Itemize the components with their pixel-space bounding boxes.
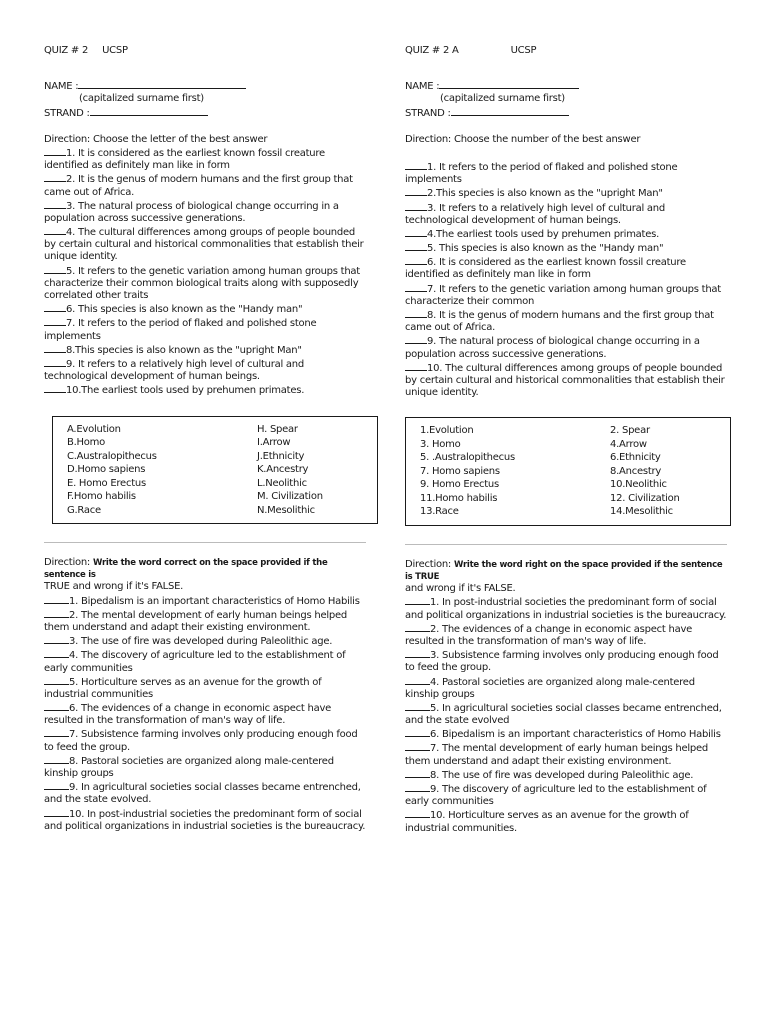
strand-label: STRAND : bbox=[44, 107, 90, 119]
quiz-title: QUIZ # 2 A bbox=[405, 45, 459, 56]
question-item: 2. It is the genus of modern humans and the first group that came out of Africa. bbox=[44, 174, 353, 198]
answer-blank[interactable] bbox=[44, 608, 69, 618]
answer-blank[interactable] bbox=[405, 701, 430, 711]
section-divider bbox=[44, 542, 366, 543]
statement-item: 5. Horticulture serves as an avenue for the growth of industrial communities bbox=[44, 676, 322, 700]
choice-item: K.Ancestry bbox=[257, 464, 309, 475]
student-info bbox=[44, 79, 366, 120]
strand-field[interactable] bbox=[451, 106, 569, 116]
answer-blank[interactable] bbox=[405, 595, 430, 605]
question-item: 7. It refers to the genetic variation among human groups that characterize their common bbox=[405, 283, 721, 307]
answer-blank[interactable] bbox=[44, 225, 66, 235]
statement-item: 3. The use of fire was developed during Paleolithic age. bbox=[44, 634, 366, 648]
statement-item: 2. The mental development of early human beings helped them understand and adapt their existing environment. bbox=[44, 609, 347, 633]
answer-blank[interactable] bbox=[44, 172, 66, 182]
answer-blank[interactable] bbox=[44, 807, 69, 817]
choice-item: F.Homo habilis bbox=[67, 491, 136, 502]
quiz-subject: UCSP bbox=[510, 45, 537, 56]
question-item: 7. It refers to the period of flaked and polished stone implements bbox=[44, 318, 317, 342]
statement-item: 3. Subsistence farming involves only producing enough food to feed the group. bbox=[405, 650, 719, 674]
answer-blank[interactable] bbox=[44, 302, 66, 312]
answer-blank[interactable] bbox=[44, 357, 66, 367]
statement-item: 6. The evidences of a change in economic aspect have resulted in the transformation of man's way of life. bbox=[44, 703, 332, 727]
answer-blank[interactable] bbox=[405, 160, 427, 170]
answer-blank[interactable] bbox=[44, 199, 66, 209]
quiz-subject: UCSP bbox=[102, 45, 128, 56]
quiz-header bbox=[44, 45, 366, 57]
answer-choices-box bbox=[52, 416, 378, 525]
choice-item: H. Spear bbox=[257, 423, 298, 435]
choice-item: L.Neolithic bbox=[257, 477, 307, 489]
answer-blank[interactable] bbox=[44, 264, 66, 274]
question-item: 4. The cultural differences among groups of people bounded by certain cultural and historical commonalities that establish their unique identity. bbox=[44, 227, 364, 263]
multiple-choice-list bbox=[44, 146, 366, 398]
direction-true-false: Direction: Write the word right on the space provided if the sentence is TRUE and wrong if it's FALSE. bbox=[405, 558, 723, 595]
choice-item: A.Evolution bbox=[67, 423, 121, 435]
answer-blank[interactable] bbox=[44, 316, 66, 326]
choices-column-1 bbox=[67, 423, 217, 518]
true-false-list bbox=[44, 594, 366, 833]
statement-item: 2. The evidences of a change in economic aspect have resulted in the transformation of man's way of life. bbox=[405, 623, 693, 647]
answer-blank[interactable] bbox=[405, 675, 430, 685]
name-field[interactable] bbox=[78, 79, 246, 89]
quiz-title: QUIZ # 2 bbox=[44, 45, 89, 56]
answer-blank[interactable] bbox=[44, 634, 69, 644]
strand-label: STRAND : bbox=[405, 107, 451, 119]
answer-blank[interactable] bbox=[405, 186, 427, 196]
statement-item: 4. Pastoral societies are organized along male-centered kinship groups bbox=[405, 676, 695, 700]
answer-blank[interactable] bbox=[405, 308, 427, 318]
statement-item: 7. Subsistence farming involves only producing enough food to feed the group. bbox=[44, 729, 358, 753]
question-item: 1. It refers to the period of flaked and polished stone implements bbox=[405, 161, 678, 186]
direction-true-false: Direction: Write the word correct on the space provided if the sentence is TRUE and wrong if it's FALSE. bbox=[44, 557, 328, 593]
choice-item: 10.Neolithic bbox=[610, 479, 667, 491]
statement-item: 6. Bipedalism is an important characteristics of Homo Habilis bbox=[405, 727, 727, 741]
question-item: 9. The natural process of biological change occurring in a population across successive generations. bbox=[405, 336, 700, 360]
direction-multiple-choice: Direction: Choose the letter of the best answer bbox=[44, 133, 268, 145]
choice-item: 7. Homo sapiens bbox=[420, 465, 500, 477]
statement-item: 9. In agricultural societies social classes became entrenched, and the state evolved. bbox=[44, 782, 361, 806]
choice-item: C.Australopithecus bbox=[67, 450, 157, 462]
answer-choices-box bbox=[405, 417, 731, 526]
question-item: 5. It refers to the genetic variation among human groups that characterize their common biological traits along with supposedly correlated other traits bbox=[44, 265, 360, 301]
answer-blank[interactable] bbox=[405, 808, 430, 818]
answer-blank[interactable] bbox=[44, 343, 66, 353]
choice-item: 8.Ancestry bbox=[610, 465, 662, 477]
answer-blank[interactable] bbox=[405, 622, 430, 632]
answer-blank[interactable] bbox=[405, 768, 430, 778]
answer-blank[interactable] bbox=[405, 782, 430, 792]
answer-blank[interactable] bbox=[405, 282, 427, 292]
choice-item: J.Ethnicity bbox=[257, 450, 305, 462]
answer-blank[interactable] bbox=[405, 241, 427, 251]
statement-item: 1. In post-industrial societies the predominant form of social and political organizations in industrial societies is the bureaucracy. bbox=[405, 597, 727, 621]
name-note: (capitalized surname first) bbox=[440, 93, 565, 105]
answer-blank[interactable] bbox=[405, 334, 427, 344]
choice-item: 5. .Australopithecus bbox=[420, 452, 515, 464]
quiz-header bbox=[405, 45, 727, 57]
statement-item: 10. Horticulture serves as an avenue for the growth of industrial communities. bbox=[405, 810, 689, 834]
choice-item: 12. Civilization bbox=[610, 492, 680, 504]
statement-item: 8. Pastoral societies are organized along male-centered kinship groups bbox=[44, 755, 334, 779]
question-item: 3. It refers to a relatively high level of cultural and technological development of human beings. bbox=[405, 202, 665, 226]
answer-blank[interactable] bbox=[44, 648, 69, 658]
choices-column-2 bbox=[570, 424, 720, 519]
name-note: (capitalized surname first) bbox=[79, 93, 204, 105]
student-info bbox=[405, 79, 727, 120]
name-label: NAME : bbox=[44, 81, 79, 93]
true-false-list bbox=[405, 595, 727, 834]
choice-item: I.Arrow bbox=[257, 437, 291, 448]
quiz-2a-column bbox=[405, 45, 727, 835]
statement-item: 5. In agricultural societies social classes became entrenched, and the state evolved bbox=[405, 702, 722, 727]
strand-field[interactable] bbox=[90, 106, 208, 116]
direction-multiple-choice: Direction: Choose the number of the best answer bbox=[405, 133, 641, 145]
statement-item: 1. Bipedalism is an important characteristics of Homo Habilis bbox=[44, 594, 366, 608]
answer-blank[interactable] bbox=[44, 146, 66, 156]
name-field[interactable] bbox=[439, 79, 579, 89]
choice-item: E. Homo Erectus bbox=[67, 477, 146, 489]
question-item: 5. This species is also known as the "Handy man" bbox=[405, 241, 727, 255]
answer-blank[interactable] bbox=[44, 594, 69, 604]
choices-column-2 bbox=[217, 423, 367, 518]
choice-item: 6.Ethnicity bbox=[610, 452, 661, 464]
answer-blank[interactable] bbox=[405, 727, 430, 737]
question-item: 3. The natural process of biological change occurring in a population across successive generations. bbox=[44, 200, 339, 224]
question-item: 4.The earliest tools used by prehumen primates. bbox=[405, 227, 727, 241]
section-divider bbox=[405, 544, 727, 545]
choice-item: 13.Race bbox=[420, 506, 459, 518]
choice-item: 1.Evolution bbox=[420, 425, 474, 437]
statement-item: 4. The discovery of agriculture led to the establishment of early communities bbox=[44, 650, 346, 674]
answer-blank[interactable] bbox=[44, 701, 69, 711]
multiple-choice-list bbox=[405, 160, 727, 399]
answer-blank[interactable] bbox=[44, 727, 69, 737]
question-item: 1. It is considered as the earliest known fossil creature identified as definitely man like in form bbox=[44, 147, 325, 172]
choice-item: 2. Spear bbox=[610, 425, 650, 437]
question-item: 10. The cultural differences among groups of people bounded by certain cultural and historical commonalities that establish their unique identity. bbox=[405, 362, 725, 399]
question-item: 2.This species is also known as the "upright Man" bbox=[405, 186, 727, 200]
answer-blank[interactable] bbox=[405, 648, 430, 658]
statement-item: 10. In post-industrial societies the predominant form of social and political organizations in industrial societies is the bureaucracy. bbox=[44, 808, 366, 832]
question-item: 8.This species is also known as the "upright Man" bbox=[44, 343, 366, 357]
quiz-2-column bbox=[44, 45, 366, 833]
answer-blank[interactable] bbox=[44, 754, 69, 764]
statement-item: 8. The use of fire was developed during Paleolithic age. bbox=[405, 768, 727, 782]
choice-item: D.Homo sapiens bbox=[67, 464, 146, 475]
answer-blank[interactable] bbox=[405, 201, 427, 211]
answer-blank[interactable] bbox=[44, 780, 69, 790]
answer-blank[interactable] bbox=[405, 361, 427, 371]
question-item: 6. This species is also known as the "Handy man" bbox=[44, 302, 366, 316]
choice-item: M. Civilization bbox=[257, 491, 323, 502]
question-item: 6. It is considered as the earliest known fossil creature identified as definitely man like in form bbox=[405, 257, 686, 281]
choices-column-1 bbox=[420, 424, 570, 519]
name-label: NAME : bbox=[405, 81, 440, 93]
question-item: 10.The earliest tools used by prehumen primates. bbox=[44, 383, 366, 397]
choice-item: 3. Homo bbox=[420, 438, 461, 450]
choice-item: 11.Homo habilis bbox=[420, 492, 498, 504]
choice-item: 9. Homo Erectus bbox=[420, 479, 499, 491]
answer-blank[interactable] bbox=[405, 741, 430, 751]
answer-blank[interactable] bbox=[405, 255, 427, 265]
choice-item: G.Race bbox=[67, 504, 101, 516]
statement-item: 9. The discovery of agriculture led to the establishment of early communities bbox=[405, 784, 707, 808]
question-item: 8. It is the genus of modern humans and the first group that came out of Africa. bbox=[405, 310, 714, 334]
choice-item: N.Mesolithic bbox=[257, 504, 315, 516]
choice-item: B.Homo bbox=[67, 437, 106, 448]
choice-item: 14.Mesolithic bbox=[610, 506, 673, 518]
choice-item: 4.Arrow bbox=[610, 438, 647, 450]
answer-blank[interactable] bbox=[44, 675, 69, 685]
answer-blank[interactable] bbox=[44, 383, 66, 393]
answer-blank[interactable] bbox=[405, 227, 427, 237]
statement-item: 7. The mental development of early human beings helped them understand and adapt their existing environment. bbox=[405, 743, 708, 767]
question-item: 9. It refers to a relatively high level of cultural and technological development of human beings. bbox=[44, 358, 304, 383]
